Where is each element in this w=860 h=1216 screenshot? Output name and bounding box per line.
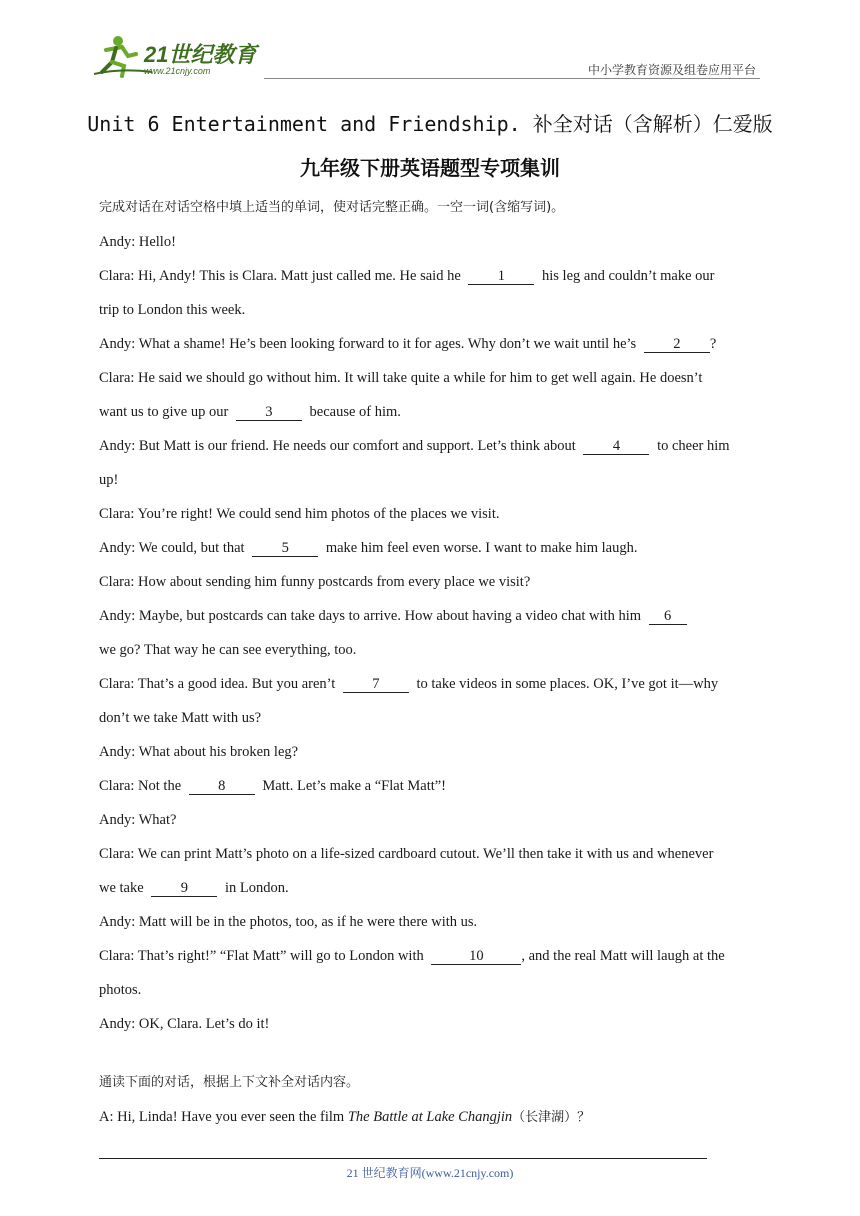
line-text: to cheer him bbox=[657, 438, 730, 454]
blank-3[interactable]: 3 bbox=[236, 404, 302, 421]
line-text: Clara: Not the bbox=[99, 778, 182, 794]
blank-4[interactable]: 4 bbox=[583, 438, 649, 455]
line-text: Andy: Maybe, but postcards can take days to arrive. How about having a video chat with him bbox=[99, 608, 642, 624]
blank-2[interactable]: 2 bbox=[644, 336, 710, 353]
section1-dialogue bbox=[99, 191, 761, 1041]
line-text: because of him. bbox=[309, 404, 401, 420]
site-logo bbox=[92, 34, 262, 80]
dialogue-line: Andy: What? bbox=[99, 812, 177, 828]
blank-9[interactable]: 9 bbox=[151, 880, 217, 897]
blank-1[interactable]: 1 bbox=[468, 268, 534, 285]
line-text: A: Hi, Linda! Have you ever seen the film bbox=[99, 1109, 348, 1125]
dialogue-line bbox=[99, 429, 761, 463]
dialogue-line bbox=[99, 871, 761, 905]
dialogue-line: Andy: Matt will be in the photos, too, as if he were there with us. bbox=[99, 914, 478, 930]
line-text: we take bbox=[99, 880, 144, 896]
blank-10[interactable]: 10 bbox=[431, 948, 521, 965]
dialogue-line bbox=[99, 939, 761, 973]
line-text: ? bbox=[709, 336, 717, 352]
blank-8[interactable]: 8 bbox=[189, 778, 255, 795]
footer-divider bbox=[99, 1158, 707, 1159]
platform-name: 中小学教育资源及组卷应用平台 bbox=[587, 63, 756, 77]
dialogue-line bbox=[99, 395, 761, 429]
dialogue-line: up! bbox=[99, 472, 119, 488]
film-chinese-title: （长津湖）？ bbox=[512, 1110, 591, 1125]
section1-instruction: 完成对话在对话空格中填上适当的单词，使对话完整正确。一空一词(含缩写词)。 bbox=[99, 200, 565, 215]
line-text: Andy: What a shame! He’s been looking forward to it for ages. Why don’t we wait until he’s bbox=[99, 336, 637, 352]
line-text: , and the real Matt will laugh at the bbox=[521, 948, 725, 964]
dialogue-line: Clara: He said we should go without him. It will take quite a while for him to get well again. He doesn’t bbox=[99, 370, 703, 386]
line-text: his leg and couldn’t make our bbox=[542, 268, 715, 284]
line-text: Clara: That’s right!” “Flat Matt” will go to London with bbox=[99, 948, 424, 964]
dialogue-line: Clara: You’re right! We could send him photos of the places we visit. bbox=[99, 506, 500, 522]
section2-instruction: 通读下面的对话，根据上下文补全对话内容。 bbox=[99, 1075, 360, 1090]
blank-6[interactable]: 6 bbox=[649, 608, 687, 625]
dialogue-line: we go? That way he can see everything, too. bbox=[99, 642, 357, 658]
line-text: want us to give up our bbox=[99, 404, 229, 420]
dialogue-line bbox=[99, 531, 761, 565]
footer-source: 21 世纪教育网(www.21cnjy.com) bbox=[346, 1166, 514, 1180]
dialogue-line: Clara: How about sending him funny postcards from every place we visit? bbox=[99, 574, 531, 590]
dialogue-line: Andy: OK, Clara. Let’s do it! bbox=[99, 1016, 270, 1032]
runner-logo-icon bbox=[92, 34, 262, 80]
line-text: Clara: That’s a good idea. But you aren’t bbox=[99, 676, 336, 692]
dialogue-line bbox=[99, 327, 761, 361]
blank-5[interactable]: 5 bbox=[252, 540, 318, 557]
doc-title-line1: Unit 6 Entertainment and Friendship. 补全对话（含解析）仁爱版 bbox=[87, 112, 773, 136]
dialogue-line: Andy: Hello! bbox=[99, 234, 176, 250]
line-text: to take videos in some places. OK, I’ve got it—why bbox=[416, 676, 719, 692]
line-text: make him feel even worse. I want to make him laugh. bbox=[325, 540, 638, 556]
page-header bbox=[92, 34, 760, 80]
dialogue-line bbox=[99, 599, 761, 633]
film-title: The Battle at Lake Changjin bbox=[347, 1109, 513, 1125]
line-text: in London. bbox=[224, 880, 289, 896]
doc-title-line2: 九年级下册英语题型专项集训 bbox=[300, 156, 560, 180]
line-text: Andy: We could, but that bbox=[99, 540, 245, 556]
dialogue-line bbox=[99, 769, 761, 803]
line-text: Clara: Hi, Andy! This is Clara. Matt just called me. He said he bbox=[99, 268, 461, 284]
dialogue-line: trip to London this week. bbox=[99, 302, 246, 318]
dialogue-line: Andy: What about his broken leg? bbox=[99, 744, 299, 760]
section2-dialogue bbox=[99, 1066, 761, 1135]
dialogue-line: don’t we take Matt with us? bbox=[99, 710, 262, 726]
dialogue-line: photos. bbox=[99, 982, 142, 998]
logo-url: www.21cnjy.com bbox=[144, 66, 211, 76]
dialogue-line bbox=[99, 259, 761, 293]
dialogue-line: Clara: We can print Matt’s photo on a life-sized cardboard cutout. We’ll then take it with us and whenever bbox=[99, 846, 714, 862]
line-text: Matt. Let’s make a “Flat Matt”! bbox=[262, 778, 447, 794]
dialogue-line bbox=[99, 667, 761, 701]
line-text: Andy: But Matt is our friend. He needs our comfort and support. Let’s think about bbox=[99, 438, 576, 454]
header-divider bbox=[264, 78, 760, 79]
blank-7[interactable]: 7 bbox=[343, 676, 409, 693]
logo-text: 21世纪教育 bbox=[144, 42, 257, 67]
dialogue-line bbox=[99, 1100, 761, 1135]
